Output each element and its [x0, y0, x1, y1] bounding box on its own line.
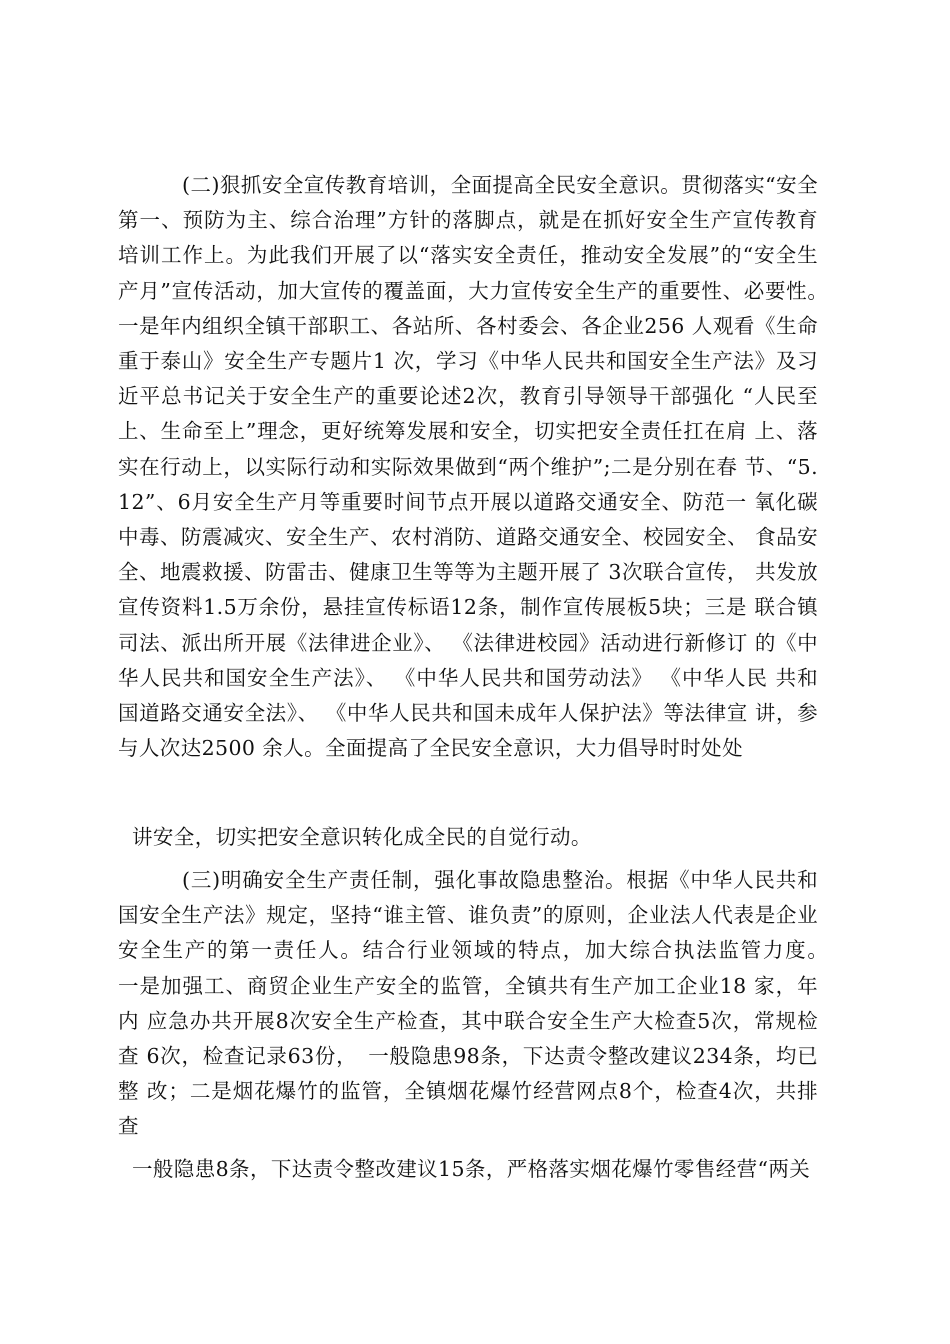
paragraph-safety-publicity: (二)狠抓安全宣传教育培训，全面提高全民安全意识。贯彻落实“安全第一、预防为主、综合治理”方针的落脚点，就是在抓好安全生产宣传教育培训工作上。为此我们开展了以“落实安全责任，推动安全发展”的“安全生产月”宣传活动，加大宣传的覆盖面，大力宣传安全生产的重要性、必要性。 一是年内组织全镇干部职工、各站所、各村委会、各企业256 人观看《生命重于泰山》安全生产专题片1 次，学习《中华人民共和国安全生产法》及习近平总书记关于安全生产的重要论述2次，教育引导领导干部强化 “人民至上、生命至上”理念，更好统筹发展和安全，切实把安全责任扛在肩 上、落实在行动上，以实际行动和实际效果做到“两个维护”;二是分别在春 节、“5.12”、6月安全生产月等重要时间节点开展以道路交通安全、防范一 氧化碳中毒、防震减灾、安全生产、农村消防、道路交通安全、校园安全、 食品安全、地震救援、防雷击、健康卫生等等为主题开展了 3次联合宣传， 共发放宣传资料1.5万余份，悬挂宣传标语12条，制作宣传展板5块；三是 联合镇司法、派出所开展《法律进企业》、 《法律进校园》活动进行新修订 的《中华人民共和国安全生产法》、 《中华人民共和国劳动法》 《中华人民 共和国道路交通安全法》、 《中华人民共和国未成年人保护法》等法律宣 讲，参与人次达2500 余人。全面提高了全民安全意识，大力倡导时时处处 — [118, 173, 839, 761]
paragraph-safety-publicity-continued: 讲安全，切实把安全意识转化成全民的自觉行动。 — [132, 825, 592, 849]
paragraph-responsibility-system: (三)明确安全生产责任制，强化事故隐患整治。根据《中华人民共和国安全生产法》规定，坚持“谁主管、谁负责”的原则，企业法人代表是企业安全生产的第一责任人。结合行业领域的特点，加大综合执法监管力度。 一是加强工、商贸企业生产安全的监管，全镇共有生产加工企业18 家，年内 应急办共开展8次安全生产检查，其中联合安全生产大检查5次，常规检查 6次，检查记录63份， 一般隐患98条，下达责令整改建议234条，均已整 改；二是烟花爆竹的监管，全镇烟花爆竹经营网点8个，检查4次，共排查 — [118, 868, 839, 1139]
paragraph-responsibility-system-continued: 一般隐患8条，下达责令整改建议15条，严格落实烟花爆竹零售经营“两关 — [132, 1157, 811, 1181]
